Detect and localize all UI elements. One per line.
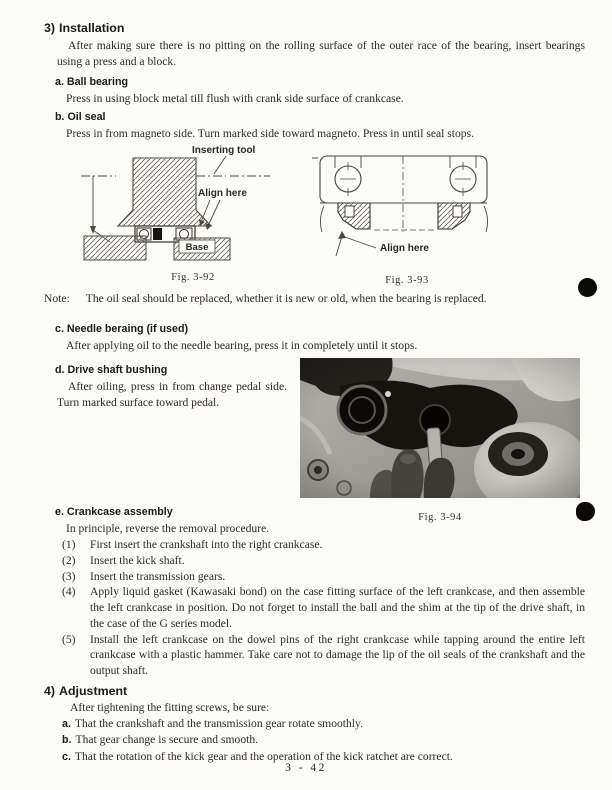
bushing-text: After oiling, press in from change pedal side. Turn marked surface toward pedal. — [57, 380, 287, 410]
step-text: Insert the kick shaft. — [90, 554, 185, 568]
figure-3-93 — [312, 144, 502, 289]
assembly-step — [62, 584, 585, 631]
fig-3-94-photo — [300, 358, 580, 498]
assembly-step — [62, 537, 585, 553]
assembly-heading: e. Crankcase assembly — [55, 506, 173, 519]
note-label: Note: — [44, 291, 70, 305]
item-text: That gear change is secure and smooth. — [75, 733, 259, 747]
fig92-label-align-here: Align here — [198, 187, 247, 199]
section-title: Adjustment — [59, 683, 128, 698]
ball-bearing-text: Press in using block metal till flush with crank side surface of crankcase. — [66, 91, 404, 105]
item-label: c. — [62, 751, 71, 764]
step-text: Install the left crankcase on the dowel pins of the right crankcase while tapping around the entire left crankcase with a plastic hammer. Take care not to damage the lip of the oil seals of the crankshaft and the output shaft. — [90, 632, 585, 677]
fig-3-94-caption: Fig. 3-94 — [418, 512, 462, 524]
ball-bearing-heading: a. Ball bearing — [55, 75, 129, 88]
step-text: Apply liquid gasket (Kawasaki bond) on the case fitting surface of the left crankcase, and then assemble the left crankcase in position. Do not forget to install the ball and the shim at the tip of the drive shaft, in the case of the G series model. — [90, 585, 585, 630]
item-text: That the rotation of the kick gear and the operation of the kick ratchet are correct. — [74, 750, 453, 764]
item-label: b. — [62, 734, 72, 747]
scan-dot — [578, 278, 597, 297]
section-title: Installation — [59, 21, 125, 35]
section-number: 4) — [44, 683, 56, 698]
page-number: 3 - 42 — [285, 762, 327, 775]
needle-bearing-text: After applying oil to the needle bearing, press it in completely until it stops. — [66, 338, 418, 352]
fig92-label-base: Base — [185, 241, 209, 253]
crankcase-photo-illustration — [300, 358, 580, 498]
bushing-heading: d. Drive shaft bushing — [55, 364, 168, 377]
fig-3-92-diagram — [80, 144, 306, 262]
needle-bearing-heading: c. Needle beraing (if used) — [55, 322, 189, 335]
assembly-step — [62, 553, 585, 569]
adjustment-item — [62, 716, 585, 733]
step-number: (2) — [62, 554, 76, 568]
item-label: a. — [62, 717, 71, 730]
assembly-steps — [62, 537, 585, 678]
step-number: (4) — [62, 585, 76, 599]
section-number: 3) — [44, 21, 56, 35]
fig-3-93-caption: Fig. 3-93 — [385, 274, 429, 286]
step-number: (5) — [62, 632, 76, 646]
section-installation-heading — [44, 21, 585, 36]
fig93-label-align-here: Align here — [380, 242, 429, 254]
step-number: (1) — [62, 538, 76, 552]
item-text: That the crankshaft and the transmission gear rotate smoothly. — [74, 716, 363, 730]
note-line — [44, 291, 585, 307]
figure-3-92 — [80, 144, 306, 286]
adjustment-item — [62, 732, 585, 749]
fig-3-93-diagram — [312, 144, 502, 262]
photo-frame — [300, 358, 580, 498]
step-text: Insert the transmission gears. — [90, 569, 226, 583]
adjustment-intro: After tightening the fitting screws, be sure: — [70, 700, 270, 714]
assembly-step — [62, 632, 585, 679]
note-text: The oil seal should be replaced, whether it is new or old, when the bearing is replaced. — [85, 291, 487, 305]
bushing-column — [44, 363, 287, 411]
assembly-step — [62, 569, 585, 585]
oil-seal-heading: b. Oil seal — [55, 110, 106, 123]
step-number: (3) — [62, 569, 76, 583]
oil-seal-text: Press in from magneto side. Turn marked side toward magneto. Press in until seal stops. — [66, 126, 474, 140]
fig-3-92-caption: Fig. 3-92 — [171, 271, 215, 283]
installation-intro-paragraph: After making sure there is no pitting on the rolling surface of the outer race of the bearing, insert bearings using a press and a block. — [57, 39, 585, 68]
fig92-label-inserting-tool: Inserting tool — [192, 144, 256, 156]
section-adjustment-heading — [44, 684, 585, 699]
figure-row — [44, 144, 585, 286]
step-text: First insert the crankshaft into the right crankcase. — [90, 538, 323, 552]
assembly-intro: In principle, reverse the removal procedure. — [66, 522, 270, 536]
